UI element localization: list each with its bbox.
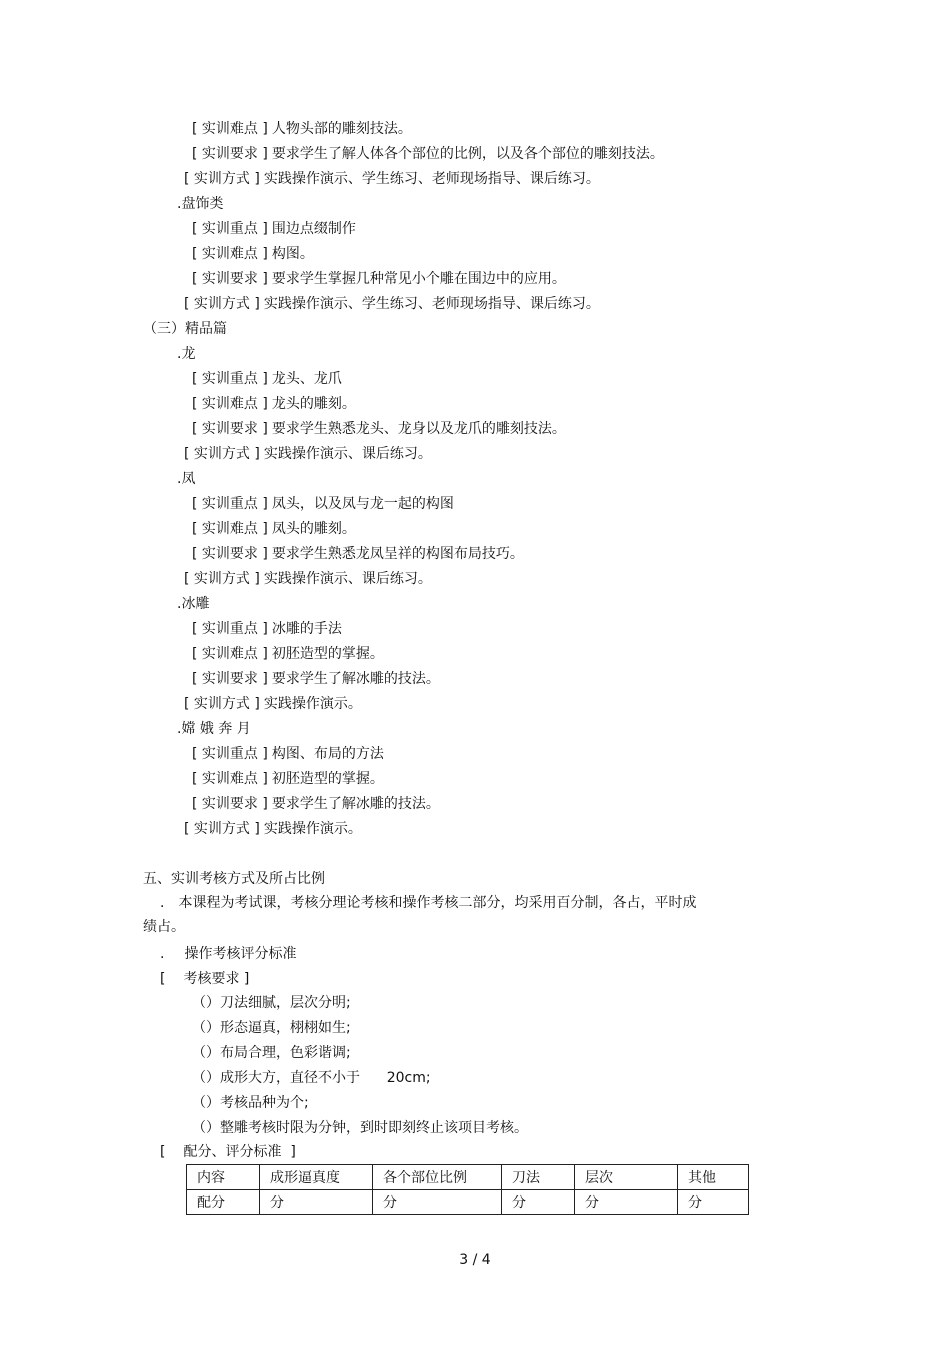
label: [ 实训重点 ]	[192, 746, 268, 762]
text-line	[192, 795, 440, 813]
text-line	[184, 695, 362, 713]
label: [	[160, 971, 166, 987]
paragraph-line	[143, 918, 185, 936]
content: 冰雕	[181, 596, 210, 612]
text-line	[184, 445, 432, 463]
text-line	[192, 245, 314, 263]
content: 构图。	[271, 246, 314, 262]
content: 实践操作演示。	[263, 696, 362, 712]
label: [ 实训要求 ]	[192, 796, 268, 812]
table-cell: 分	[502, 1190, 575, 1215]
label: [ 实训方式 ]	[184, 446, 260, 462]
content: 成形大方，直径不小于 20cm;	[220, 1070, 431, 1086]
label: [ 实训重点 ]	[192, 371, 268, 387]
list-item	[192, 994, 351, 1012]
content: 初胚造型的掌握。	[271, 646, 384, 662]
label: [ 实训方式 ]	[184, 696, 260, 712]
section-heading	[143, 320, 227, 338]
list-item	[192, 1019, 351, 1037]
text-line	[192, 220, 356, 238]
content: 刀法细腻，层次分明;	[220, 995, 351, 1011]
paragraph-line	[160, 894, 696, 912]
label: [ 实训难点 ]	[192, 771, 268, 787]
content: 初胚造型的掌握。	[271, 771, 384, 787]
content: 要求学生熟悉龙头、龙身以及龙爪的雕刻技法。	[271, 421, 566, 437]
label: [ 实训难点 ]	[192, 396, 268, 412]
content: 精品篇	[185, 321, 227, 337]
label: .	[177, 346, 182, 362]
content: 配分、评分标准 ]	[183, 1144, 296, 1160]
label: [ 实训方式 ]	[184, 296, 260, 312]
table-cell: 内容	[187, 1165, 260, 1190]
content: 凤头的雕刻。	[271, 521, 356, 537]
table-cell: 分	[575, 1190, 678, 1215]
content: 绩占。	[143, 919, 185, 935]
page-number: 3 / 4	[459, 1252, 491, 1268]
table-cell: 配分	[187, 1190, 260, 1215]
table-header-row	[187, 1165, 749, 1190]
label: [ 实训难点 ]	[192, 246, 268, 262]
label: [ 实训难点 ]	[192, 646, 268, 662]
sub-heading	[177, 345, 195, 363]
content: 实践操作演示、课后练习。	[263, 571, 432, 587]
content: 整雕考核时限为分钟，到时即刻终止该项目考核。	[220, 1120, 528, 1136]
label: .	[160, 946, 165, 962]
label: [ 实训方式 ]	[184, 171, 260, 187]
text-line	[192, 370, 342, 388]
content: 考核品种为个;	[220, 1095, 309, 1111]
label: .	[160, 895, 165, 911]
text-line	[160, 970, 249, 988]
label: [ 实训方式 ]	[184, 571, 260, 587]
label: [	[160, 1144, 166, 1160]
table-cell: 分	[260, 1190, 373, 1215]
text-line	[192, 745, 384, 763]
label: [ 实训重点 ]	[192, 221, 268, 237]
text-line	[192, 770, 384, 788]
content: 要求学生了解冰雕的技法。	[271, 671, 440, 687]
content: 要求学生了解人体各个部位的比例，以及各个部位的雕刻技法。	[271, 146, 664, 162]
content: 凤	[181, 471, 196, 487]
text-line	[184, 570, 432, 588]
sub-heading	[177, 595, 209, 613]
label: （）	[192, 995, 220, 1011]
content: 要求学生了解冰雕的技法。	[271, 796, 440, 812]
content: 考核要求 ]	[183, 971, 250, 987]
content: 构图、布局的方法	[271, 746, 384, 762]
content: 实训考核方式及所占比例	[171, 871, 325, 887]
label: [ 实训要求 ]	[192, 546, 268, 562]
content: 龙头、龙爪	[271, 371, 342, 387]
content: 实践操作演示。	[263, 821, 362, 837]
list-item	[192, 1094, 309, 1112]
table-cell: 成形逼真度	[260, 1165, 373, 1190]
text-line	[184, 820, 362, 838]
label: .	[177, 596, 182, 612]
table-cell: 分	[678, 1190, 749, 1215]
label: [ 实训方式 ]	[184, 821, 260, 837]
label: .	[177, 471, 182, 487]
content: 龙	[181, 346, 196, 362]
text-line	[192, 545, 524, 563]
text-line	[184, 295, 600, 313]
text-line	[192, 645, 384, 663]
list-item	[192, 1069, 431, 1087]
list-item	[192, 1044, 351, 1062]
label: [ 实训要求 ]	[192, 146, 268, 162]
label: .	[177, 721, 182, 737]
sub-heading	[160, 945, 296, 963]
content: 本课程为考试课，考核分理论考核和操作考核二部分，均采用百分制，各占，平时成	[178, 895, 697, 911]
content: 凤头，以及凤与龙一起的构图	[271, 496, 454, 512]
content: 嫦 娥 奔 月	[181, 721, 251, 737]
label: .	[177, 196, 182, 212]
sub-heading	[177, 195, 223, 213]
section-heading	[143, 870, 325, 888]
label: 五、	[143, 871, 171, 887]
label: （）	[192, 1120, 220, 1136]
text-line	[192, 620, 342, 638]
label: （）	[192, 1095, 220, 1111]
content: 要求学生熟悉龙凤呈祥的构图布局技巧。	[271, 546, 524, 562]
table-cell: 分	[373, 1190, 502, 1215]
text-line	[192, 520, 356, 538]
content: 操作考核评分标准	[184, 946, 297, 962]
content: 冰雕的手法	[271, 621, 342, 637]
label: [ 实训要求 ]	[192, 671, 268, 687]
content: 围边点缀制作	[271, 221, 356, 237]
label: [ 实训难点 ]	[192, 121, 268, 137]
content: 要求学生掌握几种常见小个雕在围边中的应用。	[271, 271, 566, 287]
label: [ 实训重点 ]	[192, 496, 268, 512]
label: （）	[192, 1045, 220, 1061]
label: （三）	[143, 321, 185, 337]
label: （）	[192, 1070, 220, 1086]
text-line	[160, 1143, 296, 1161]
table-cell: 各个部位比例	[373, 1165, 502, 1190]
label: [ 实训重点 ]	[192, 621, 268, 637]
score-table	[186, 1164, 749, 1215]
content: 实践操作演示、学生练习、老师现场指导、课后练习。	[263, 171, 600, 187]
text-line	[192, 495, 454, 513]
content: 龙头的雕刻。	[271, 396, 356, 412]
table-cell: 其他	[678, 1165, 749, 1190]
table-cell: 刀法	[502, 1165, 575, 1190]
sub-heading	[177, 470, 195, 488]
content: 布局合理，色彩谐调;	[220, 1045, 351, 1061]
content: 人物头部的雕刻技法。	[271, 121, 412, 137]
content: 盘饰类	[181, 196, 224, 212]
content: 形态逼真，栩栩如生;	[220, 1020, 351, 1036]
list-item	[192, 1119, 528, 1137]
content: 实践操作演示、学生练习、老师现场指导、课后练习。	[263, 296, 600, 312]
content: 实践操作演示、课后练习。	[263, 446, 432, 462]
label: [ 实训要求 ]	[192, 421, 268, 437]
text-line	[192, 120, 412, 138]
sub-heading	[177, 720, 251, 738]
text-line	[192, 395, 356, 413]
label: [ 实训要求 ]	[192, 271, 268, 287]
text-line	[192, 270, 566, 288]
text-line	[192, 145, 664, 163]
text-line	[192, 420, 566, 438]
text-line	[192, 670, 440, 688]
label: [ 实训难点 ]	[192, 521, 268, 537]
text-line	[184, 170, 600, 188]
label: （）	[192, 1020, 220, 1036]
table-cell: 层次	[575, 1165, 678, 1190]
table-row	[187, 1190, 749, 1215]
